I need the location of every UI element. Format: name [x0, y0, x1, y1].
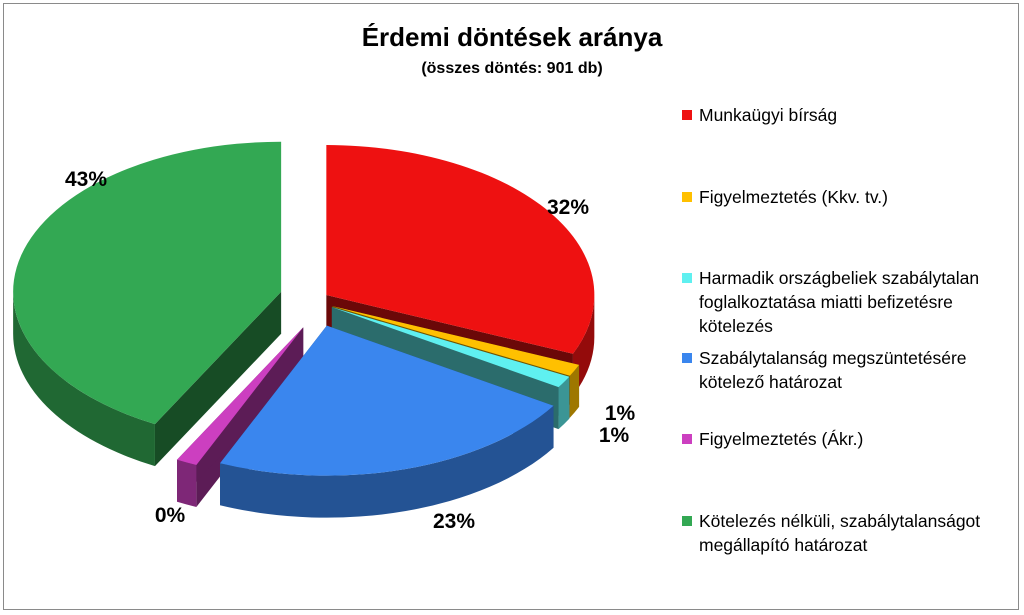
- legend-label: Kötelezés nélküli, szabálytalanságot megállapító határozat: [699, 511, 981, 555]
- legend-label: Figyelmeztetés (Kkv. tv.): [699, 187, 888, 207]
- legend-swatch: [682, 192, 692, 202]
- data-label-harmadik-orszagbeliek: 1%: [598, 424, 630, 447]
- slice-side-wall: [177, 460, 196, 507]
- legend-item-szabalytalansag-megszuntetes: [682, 346, 1020, 394]
- legend-label: Figyelmeztetés (Ákr.): [699, 429, 864, 449]
- chart-subtitle: (összes döntés: 901 db): [421, 60, 603, 77]
- legend-swatch: [682, 273, 692, 283]
- legend-label: Harmadik országbeliek szabálytalan foglalkoztatása miatti befizetésre kötelezés: [699, 268, 980, 336]
- legend: [682, 0, 1022, 615]
- legend-label: Szabálytalanság megszüntetésére kötelező határozat: [699, 348, 967, 392]
- data-label-szabalytalansag-megszuntetes: 23%: [432, 510, 476, 533]
- legend-swatch: [682, 434, 692, 444]
- chart-title: Érdemi döntések aránya: [361, 22, 663, 52]
- legend-swatch: [682, 516, 692, 526]
- data-label-munkaugyi-birsag: 32%: [546, 196, 590, 219]
- data-label-figyelmeztetes-kkv: 1%: [604, 402, 636, 425]
- data-label-figyelmeztetes-akr: 0%: [154, 504, 186, 527]
- legend-item-figyelmeztetes-kkv: [682, 185, 1020, 209]
- data-label-kotelezes-nelkuli: 43%: [64, 168, 108, 191]
- legend-item-munkaugyi-birsag: [682, 103, 1020, 127]
- legend-item-figyelmeztetes-akr: [682, 427, 1020, 451]
- legend-item-kotelezes-nelkuli: [682, 509, 1020, 557]
- legend-swatch: [682, 110, 692, 120]
- legend-item-harmadik-orszagbeliek: [682, 266, 1020, 338]
- legend-label: Munkaügyi bírság: [699, 105, 838, 125]
- legend-swatch: [682, 353, 692, 363]
